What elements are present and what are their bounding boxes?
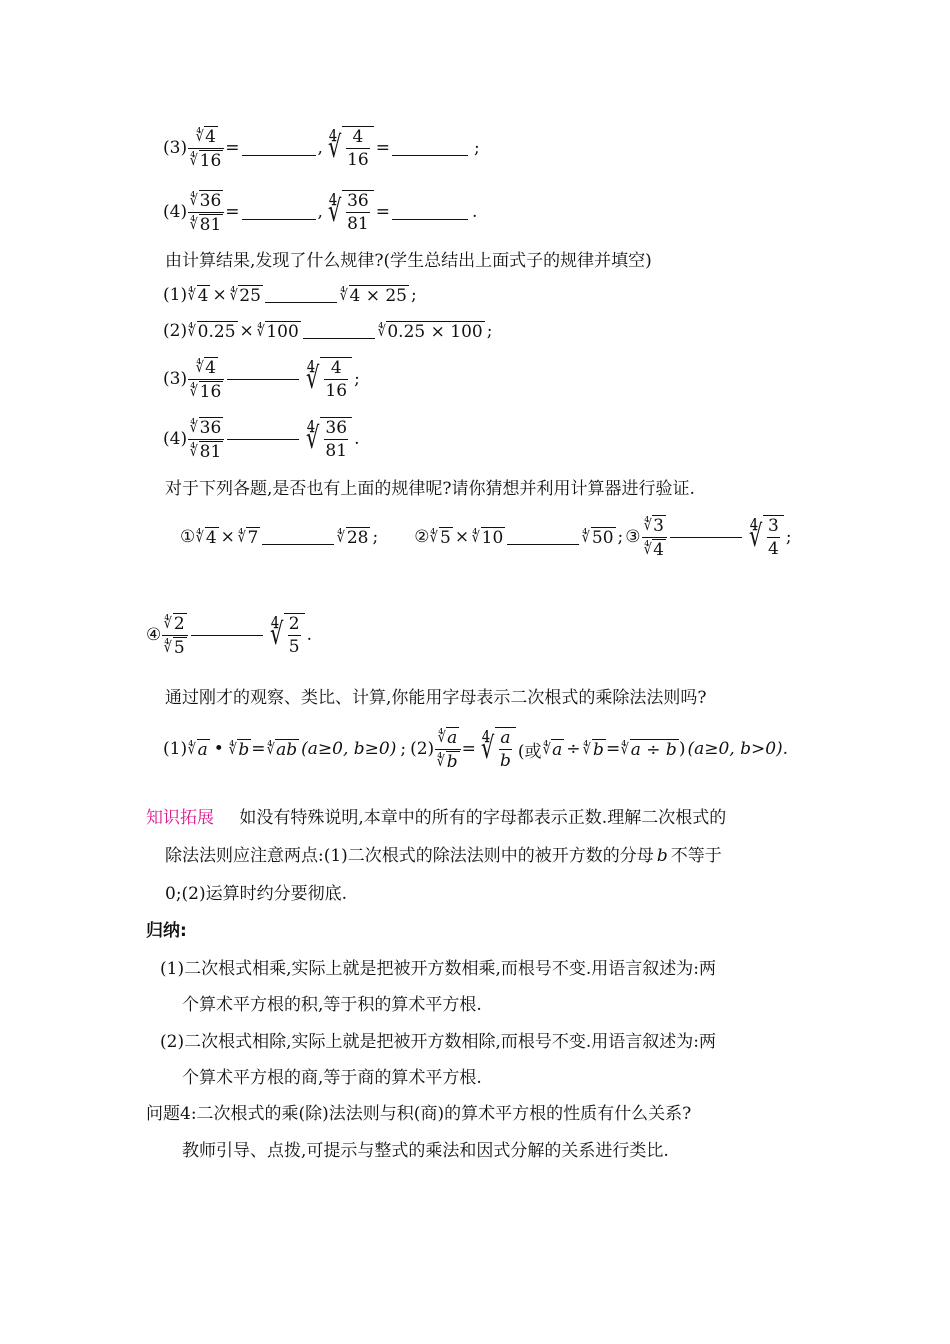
answer-blank[interactable] (262, 530, 334, 545)
verify-row-4: ④ ∜ 2 ∜ 5 ∜ 2 5 . (146, 613, 312, 658)
root-of-fraction: ∜ 4 16 (325, 126, 374, 170)
question-4: 问题4:二次根式的乘(除)法法则与积(商)的算术平方根的性质有什么关系? (146, 1104, 692, 1124)
knowledge-title: 知识拓展 (146, 808, 214, 828)
verify-row: ① ∜ 4 × ∜ 7 ∜ 28 ; ② ∜ 5 × ∜ 10 ∜ 50 ; ③ ∜ 3 ∜ 4 ∜ 3 4 ; (180, 515, 792, 560)
question-letters: 通过刚才的观察、类比、计算,你能用字母表示二次根式的乘除法法则吗? (165, 688, 707, 708)
answer-blank[interactable] (265, 288, 337, 303)
rule-1: (1) ∜ 4 × ∜ 25 ∜ 4 × 25 ; (163, 285, 417, 306)
answer-blank[interactable] (227, 365, 299, 380)
fraction-of-roots: ∜ 4 ∜ 16 (188, 126, 224, 171)
item-label: (4) (163, 202, 188, 222)
formula-line: (1) ∜ a • ∜ b = ∜ ab (a≥0, b≥0) ; (2) ∜ a ∜ b = ∜ a b (或 ∜ a ÷ ∜ b = ∜ a ÷ b ) (a≥0, b>0). (163, 727, 789, 772)
verify-intro: 对于下列各题,是否也有上面的规律呢?请你猜想并利用计算器进行验证. (165, 479, 695, 499)
answer-blank[interactable] (242, 205, 316, 220)
knowledge-line-1: 知识拓展 如没有特殊说明,本章中的所有的字母都表示正数.理解二次根式的 (146, 808, 727, 828)
rule-intro: 由计算结果,发现了什么规律?(学生总结出上面式子的规律并填空) (165, 251, 652, 271)
answer-blank[interactable] (392, 205, 468, 220)
rule-2: (2) ∜ 0.25 × ∜ 100 ∜ 0.25 × 100 ; (163, 321, 493, 342)
answer-blank[interactable] (242, 141, 316, 156)
answer-blank[interactable] (303, 324, 375, 339)
item-label: (3) (163, 138, 188, 158)
summary-p2-line1: (2)二次根式相除,实际上就是把被开方数相除,而根号不变.用语言叙述为:两 (160, 1032, 717, 1052)
top-q4-line: (4) ∜ 36 ∜ 81 = , ∜ 36 81 = . (163, 190, 478, 235)
summary-p2-line2: 个算术平方根的商,等于商的算术平方根. (182, 1068, 482, 1088)
teacher-note: 教师引导、点拨,可提示与整式的乘法和因式分解的关系进行类比. (182, 1141, 669, 1161)
answer-blank[interactable] (191, 621, 263, 636)
answer-blank[interactable] (227, 425, 299, 440)
knowledge-line-3: 0;(2)运算时约分要彻底. (165, 884, 348, 904)
answer-blank[interactable] (392, 141, 468, 156)
summary-title: 归纳: (146, 921, 187, 941)
answer-blank[interactable] (670, 523, 742, 538)
rule-4: (4) ∜ 36 ∜ 81 ∜ 36 81 . (163, 417, 360, 462)
knowledge-line-2: 除法法则应注意两点:(1)二次根式的除法法则中的被开方数的分母 b 不等于 (165, 846, 722, 866)
root-of-fraction: ∜ 36 81 (325, 190, 374, 234)
top-q3-line: (3) ∜ 4 ∜ 16 = , ∜ 4 16 = ; (163, 126, 480, 171)
rule-3: (3) ∜ 4 ∜ 16 ∜ 4 16 ; (163, 357, 360, 402)
summary-p1-line2: 个算术平方根的积,等于积的算术平方根. (182, 995, 482, 1015)
summary-p1-line1: (1)二次根式相乘,实际上就是把被开方数相乘,而根号不变.用语言叙述为:两 (160, 959, 717, 979)
fraction-of-roots: ∜ 36 ∜ 81 (188, 190, 224, 235)
answer-blank[interactable] (507, 530, 579, 545)
